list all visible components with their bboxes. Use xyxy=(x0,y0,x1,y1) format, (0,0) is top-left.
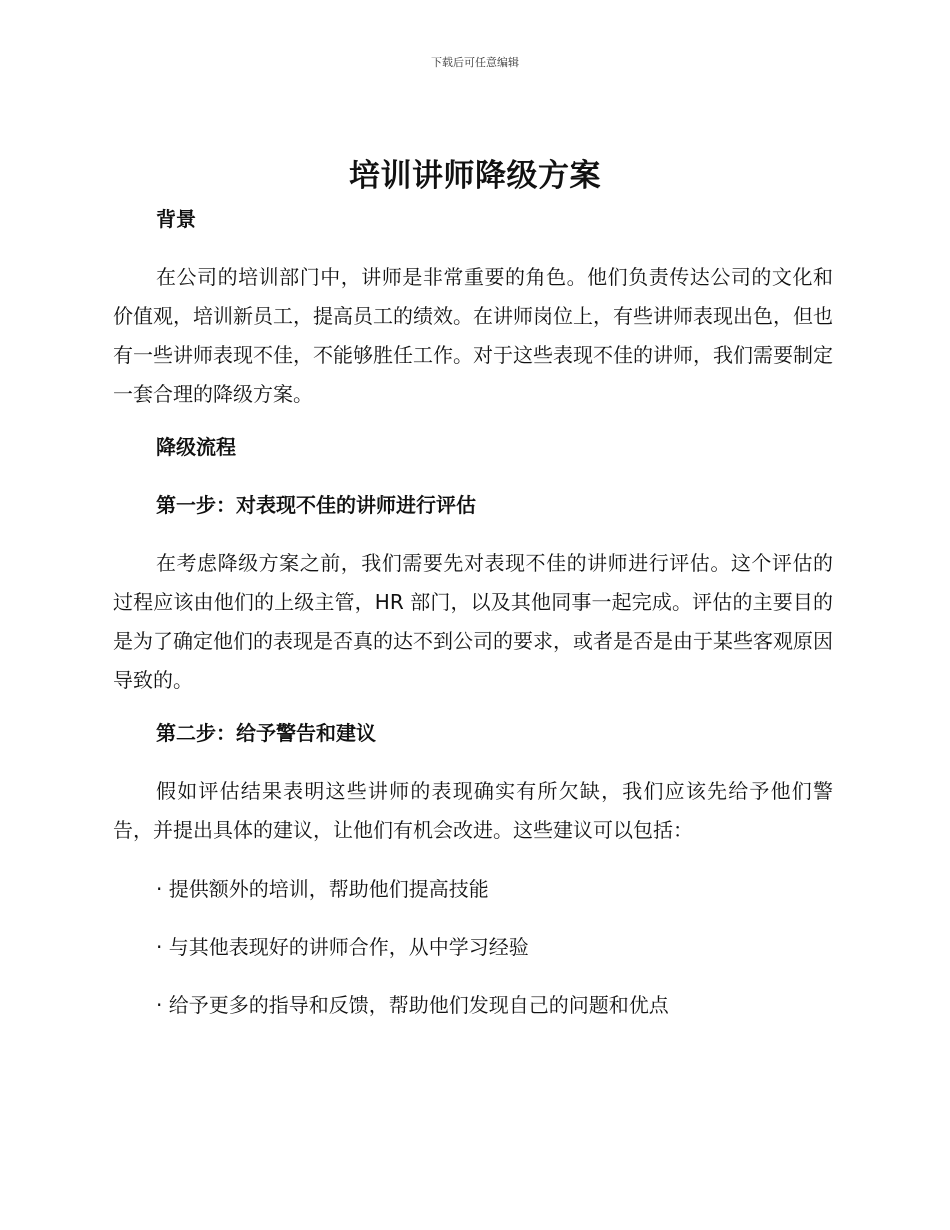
bullet-item: · 给予更多的指导和反馈，帮助他们发现自己的问题和优点 xyxy=(156,993,669,1017)
step1-paragraph: 在考虑降级方案之前，我们需要先对表现不佳的讲师进行评估。这个评估的过程应该由他们的上级主管，HR 部门，以及其他同事一起完成。评估的主要目的是为了确定他们的表现是否真的达不到公司的要求，或者是否是由于某些客观原因导致的。 xyxy=(113,551,833,692)
bullet-item: · 提供额外的培训，帮助他们提高技能 xyxy=(156,877,489,901)
header-note: 下载后可任意编辑 xyxy=(431,56,519,69)
bullet-item: · 与其他表现好的讲师合作，从中学习经验 xyxy=(156,935,529,959)
background-paragraph: 在公司的培训部门中，讲师是非常重要的角色。他们负责传达公司的文化和价值观，培训新员工，提高员工的绩效。在讲师岗位上，有些讲师表现出色，但也有一些讲师表现不佳，不能够胜任工作。对于这些表现不佳的讲师，我们需要制定一套合理的降级方案。 xyxy=(113,265,833,406)
step2-heading: 第二步：给予警告和建议 xyxy=(156,721,376,745)
section-heading-background: 背景 xyxy=(156,207,196,231)
section-heading-process: 降级流程 xyxy=(156,435,236,459)
document-body xyxy=(113,204,833,1020)
document-title: 培训讲师降级方案 xyxy=(349,158,601,194)
step1-heading: 第一步：对表现不佳的讲师进行评估 xyxy=(156,493,476,517)
step2-paragraph: 假如评估结果表明这些讲师的表现确实有所欠缺，我们应该先给予他们警告，并提出具体的建议，让他们有机会改进。这些建议可以包括： xyxy=(113,779,833,842)
